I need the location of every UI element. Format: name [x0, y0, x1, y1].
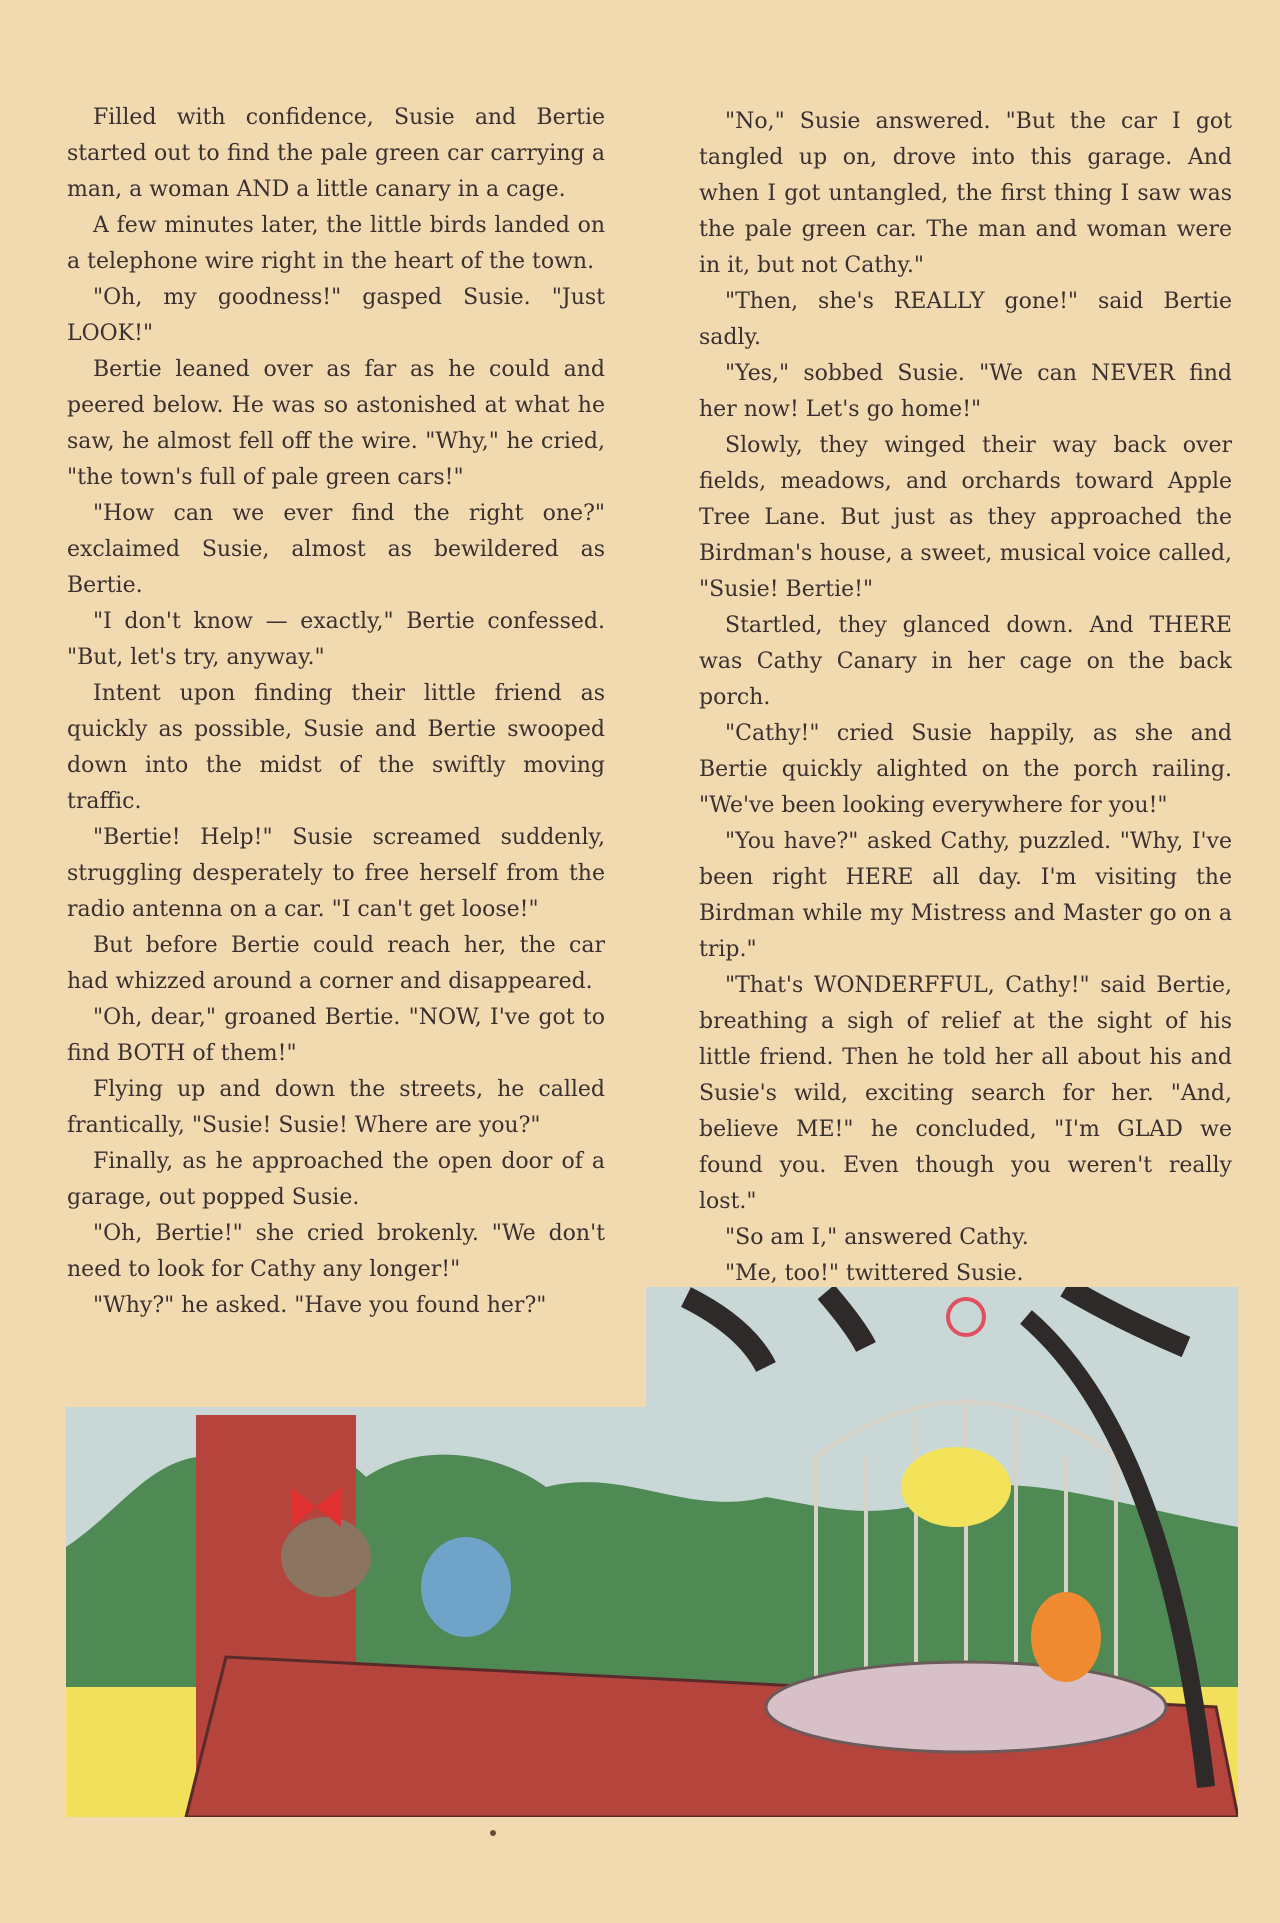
- illustration-birds-and-cage: [66, 1287, 1238, 1817]
- paragraph: But before Bertie could reach her, the car had whizzed around a corner and disappeared.: [67, 933, 605, 994]
- paragraph: "Bertie! Help!" Susie screamed suddenly, struggling desperately to free herself from the radio antenna on a car. "I can't get loose!": [67, 825, 605, 922]
- paragraph: "Oh, Bertie!" she cried brokenly. "We don't need to look for Cathy any longer!": [67, 1221, 605, 1282]
- paragraph: "That's WONDERFFUL, Cathy!" said Bertie, breathing a sigh of relief at the sight of his little friend. Then he told her all about his and Susie's wild, exciting search for her. "And, believe ME!" he concluded, "I'm GLAD we found you. Even though you weren't really lost.": [699, 973, 1232, 1214]
- seed-cup: [1031, 1592, 1101, 1682]
- paragraph: "Yes," sobbed Susie. "We can NEVER find her now! Let's go home!": [699, 361, 1232, 422]
- paragraph: "I don't know — exactly," Bertie confessed. "But, let's try, anyway.": [67, 609, 605, 670]
- paragraph: Filled with confidence, Susie and Bertie started out to find the pale green car carrying a man, a woman AND a little canary in a cage.: [67, 105, 605, 202]
- paragraph: Flying up and down the streets, he called frantically, "Susie! Susie! Where are you?": [67, 1077, 605, 1138]
- cathy-canary: [901, 1447, 1011, 1527]
- paragraph: "How can we ever find the right one?" exclaimed Susie, almost as bewildered as Bertie.: [67, 501, 605, 598]
- paragraph: Finally, as he approached the open door of a garage, out popped Susie.: [67, 1149, 605, 1210]
- paragraph: "You have?" asked Cathy, puzzled. "Why, I've been right HERE all day. I'm visiting the Birdman while my Mistress and Master go on a trip.": [699, 829, 1232, 962]
- paragraph: "Cathy!" cried Susie happily, as she and Bertie quickly alighted on the porch railing. "We've been looking everywhere for you!": [699, 721, 1232, 818]
- paragraph: Bertie leaned over as far as he could and peered below. He was so astonished at what he saw, he almost fell off the wire. "Why," he cried, "the town's full of pale green cars!": [67, 357, 605, 490]
- susie-bird: [281, 1517, 371, 1597]
- paragraph: "No," Susie answered. "But the car I got tangled up on, drove into this garage. And when I got untangled, the first thing I saw was the pale green car. The man and woman were in it, but not Cathy.": [699, 109, 1232, 278]
- paragraph: "Then, she's REALLY gone!" said Bertie sadly.: [699, 289, 1232, 350]
- paragraph: A few minutes later, the little birds landed on a telephone wire right in the heart of the town.: [67, 213, 605, 274]
- paragraph: "So am I," answered Cathy.: [725, 1225, 1029, 1250]
- paragraph: "Why?" he asked. "Have you found her?": [93, 1293, 547, 1318]
- left-text-column: [67, 100, 605, 1324]
- paragraph: "Oh, dear," groaned Bertie. "NOW, I've got to find BOTH of them!": [67, 1005, 605, 1066]
- bertie-bird: [421, 1537, 511, 1637]
- right-text-column: [699, 104, 1232, 1292]
- paragraph: "Me, too!" twittered Susie.: [725, 1261, 1024, 1286]
- paragraph: Intent upon finding their little friend as quickly as possible, Susie and Bertie swooped down into the midst of the swiftly moving traffic.: [67, 681, 605, 814]
- paragraph: "Oh, my goodness!" gasped Susie. "Just LOOK!": [67, 285, 605, 346]
- paragraph: Startled, they glanced down. And THERE was Cathy Canary in her cage on the back porch.: [699, 613, 1232, 710]
- cage-tray: [766, 1662, 1166, 1752]
- page-speck: [490, 1830, 496, 1836]
- paragraph: Slowly, they winged their way back over fields, meadows, and orchards toward Apple Tree Lane. But just as they approached the Birdman's house, a sweet, musical voice called, "Susie! Bertie!": [699, 433, 1232, 602]
